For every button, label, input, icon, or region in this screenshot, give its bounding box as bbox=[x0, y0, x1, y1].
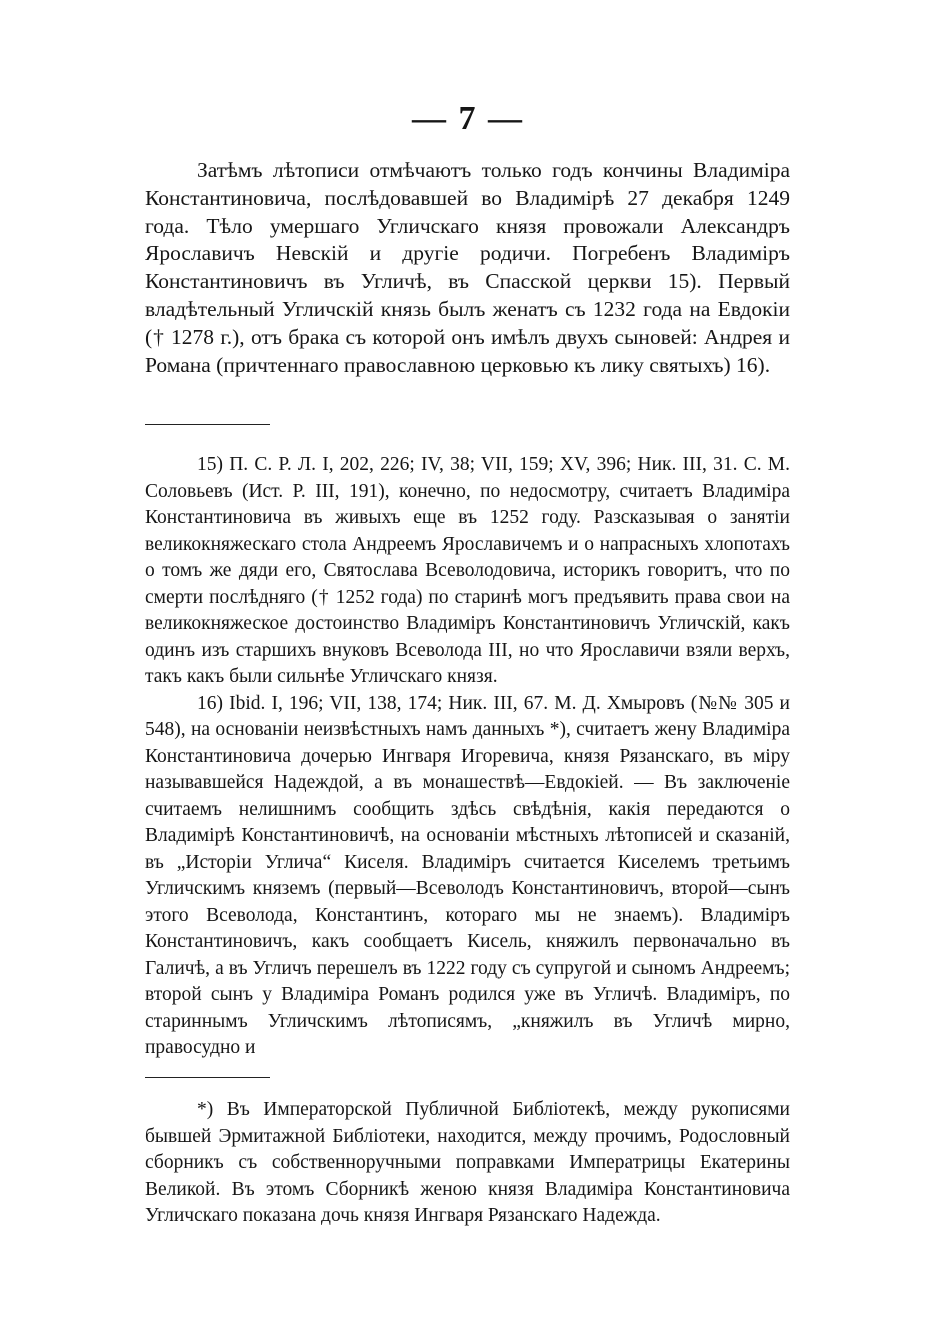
footnote-15: 15) П. С. Р. Л. I, 202, 226; IV, 38; VII, 159; XV, 396; Ник. III, 31. С. М. Соловьевъ (Ист. Р. III, 191), конечно, по недосмотру, считаетъ Владиміра Константиновича въ живыхъ еще въ 1252 году. Разсказывая о занятіи великокняжескаго стола Андреемъ Ярославичемъ и о напрасныхъ хлопотахъ о томъ же дяди его, Святослава Всеволодовича, историкъ говоритъ, что по смерти послѣдняго († 1252 года) по старинѣ могъ предъявить права свои на великокняжеское достоинство Владиміръ Константиновичъ Угличскій, какъ одинъ изъ старшихъ внуковъ Всеволода III, но что Ярославичи взяли верхъ, такъ какъ были сильнѣе Угличскаго князя. bbox=[145, 454, 790, 687]
main-paragraph: Затѣмъ лѣтописи отмѣчаютъ только годъ кончины Владиміра Константиновича, послѣдовавшей во Владимірѣ 27 декабря 1249 года. Тѣло умершаго Угличскаго князя провожали Александръ Ярославичъ Невскій и другіе родичи. Погребенъ Владиміръ Константиновичъ въ Угличѣ, въ Спасской церкви 15). Первый владѣтельный Угличскій князь былъ женатъ съ 1232 года на Евдокіи († 1278 г.), отъ брака съ которой онъ имѣлъ двухъ сыновей: Андрея и Романа (причтеннаго православною церковью къ лику святыхъ) 16). bbox=[145, 158, 790, 377]
sub-footnote-text: *) Въ Императорской Публичной Библіотекѣ, между рукописями бывшей Эрмитажной Библіотеки, находится, между прочимъ, Родословный сборникъ съ собственноручными поправками Императрицы Екатерины Великой. Въ этомъ Сборникѣ женою князя Владиміра Константиновича Угличскаго показана дочь князя Ингваря Рязанскаго Надежда. bbox=[145, 1099, 790, 1226]
footnotes bbox=[145, 452, 790, 1062]
footnote-separator bbox=[145, 424, 270, 425]
main-text bbox=[145, 157, 790, 379]
sub-footnote-separator bbox=[145, 1077, 270, 1078]
sub-footnote bbox=[145, 1097, 790, 1230]
page-number: — 7 — bbox=[412, 100, 524, 137]
footnote-16: 16) Ibid. I, 196; VII, 138, 174; Ник. III, 67. М. Д. Хмыровъ (№№ 305 и 548), на основаніи неизвѣстныхъ намъ данныхъ *), считаетъ жену Владиміра Константиновича дочерью Ингваря Игоревича, князя Рязанскаго, въ міру называвшейся Надеждой, а въ монашествѣ—Евдокіей. — Въ заключеніе считаемъ нелишнимъ сообщить здѣсь свѣдѣнія, какія передаются о Владимірѣ Константиновичѣ, на основаніи мѣстныхъ лѣтописей и сказаній, въ „Исторіи Углича“ Киселя. Владиміръ считается Киселемъ третьимъ Угличскимъ княземъ (первый—Всеволодъ Константиновичъ, второй—сынъ этого Всеволода, Константинъ, котораго мы не знаемъ). Владиміръ Константиновичъ, какъ сообщаетъ Кисель, княжилъ первоначально въ Галичѣ, а въ Угличъ перешелъ въ 1222 году съ супругой и сыномъ Андреемъ; второй сынъ у Владиміра Романъ родился уже въ Угличѣ. Владиміръ, по стариннымъ Угличскимъ лѣтописямъ, „княжилъ въ Угличѣ мирно, правосудно и bbox=[145, 692, 790, 1058]
